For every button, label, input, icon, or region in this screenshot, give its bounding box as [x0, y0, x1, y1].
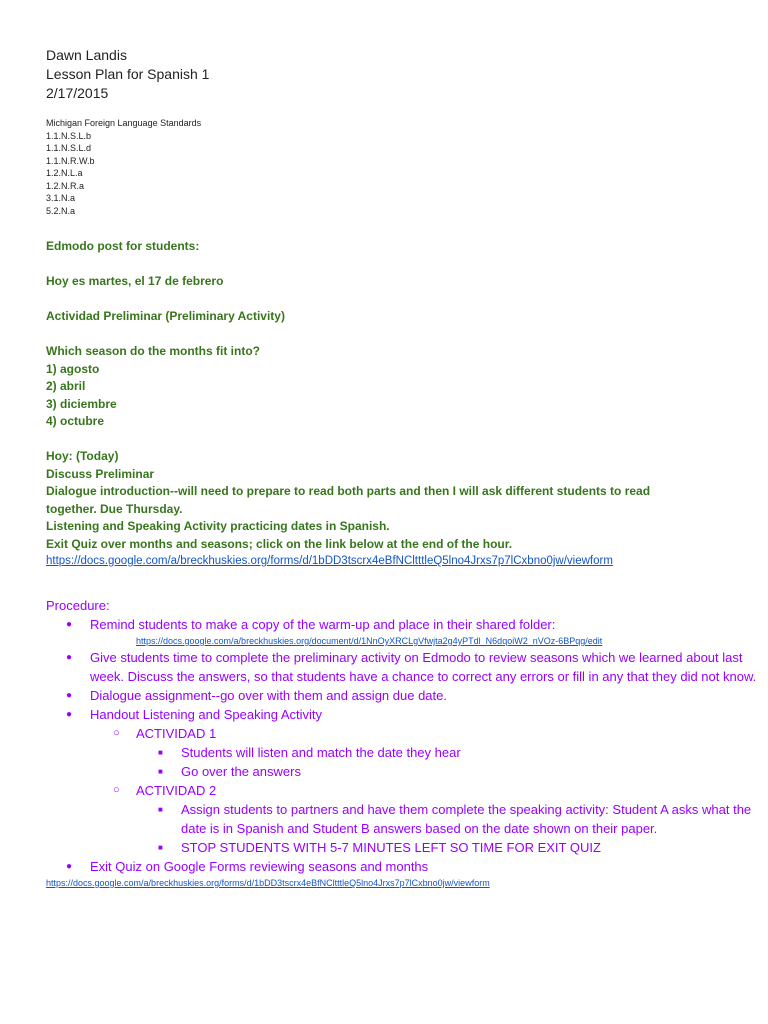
activity-detail-text: Go over the answers	[181, 764, 301, 779]
edmodo-date-line: Hoy es martes, el 17 de febrero	[46, 274, 224, 288]
activity-detail	[46, 800, 768, 838]
activity-detail-text: Assign students to partners and have them complete the speaking activity: Student A asks what the date is in Spanish and Student B answers based on the date shown on their paper.	[181, 802, 752, 836]
square-bullet-icon: ■	[158, 748, 163, 757]
procedure-step-text: Dialogue assignment--go over with them and assign due date.	[90, 688, 447, 703]
month-item: 1) agosto	[46, 361, 100, 376]
square-bullet-icon: ■	[158, 805, 163, 814]
procedure-step-text: Exit Quiz on Google Forms reviewing seasons and months	[90, 859, 429, 874]
activity-title: Actividad Preliminar (Preliminary Activity)	[46, 309, 285, 323]
standard-item: 1.1.N.R.W.b	[46, 155, 95, 166]
circle-bullet-icon: ○	[113, 727, 120, 739]
square-bullet-icon: ■	[158, 767, 163, 776]
activity-detail	[46, 762, 768, 781]
today-item: Listening and Speaking Activity practicing dates in Spanish.	[46, 519, 390, 533]
warmup-document-link[interactable]: https://docs.google.com/a/breckhuskies.org/document/d/1NnOyXRCLgVfwjta2g4yPTdl_N6dqoiW2_nVOz-6BPqg/edit	[136, 636, 603, 646]
activity-label: ACTIVIDAD 2	[136, 783, 217, 798]
procedure-step	[46, 857, 766, 876]
activity-sub-item	[46, 781, 746, 800]
bullet-icon: ●	[66, 690, 73, 701]
procedure-step-text: Remind students to make a copy of the warm-up and place in their shared folder:	[90, 617, 556, 632]
standard-item: 5.2.N.a	[46, 205, 76, 216]
bullet-icon: ●	[66, 709, 73, 720]
procedure-step	[46, 686, 766, 705]
procedure-list	[46, 615, 746, 634]
standard-item: 1.2.N.R.a	[46, 180, 85, 191]
activity-detail-text: STOP STUDENTS WITH 5-7 MINUTES LEFT SO TIME FOR EXIT QUIZ	[181, 840, 601, 855]
standard-item: 1.1.N.S.L.d	[46, 143, 92, 153]
month-item: 4) octubre	[46, 414, 105, 428]
procedure-step	[46, 615, 766, 634]
exit-quiz-form-link[interactable]: https://docs.google.com/a/breckhuskies.org/forms/d/1bDD3tscrx4eBfNCltttleQ5lno4Jrxs7p7lCxbno0jw/viewform	[46, 878, 490, 888]
procedure-heading: Procedure:	[46, 598, 110, 613]
bullet-icon: ●	[66, 652, 73, 663]
activity-detail	[46, 743, 768, 762]
activity-detail	[46, 838, 768, 857]
procedure-step-text: Handout Listening and Speaking Activity	[90, 707, 322, 722]
today-item: Exit Quiz over months and seasons; click on the link below at the end of the hour.	[46, 536, 513, 551]
edmodo-section	[46, 238, 746, 569]
circle-bullet-icon: ○	[113, 784, 120, 796]
procedure-step-text: Give students time to complete the preliminary activity on Edmodo to review seasons which we learned about last week. Discuss the answers, so that students have a chance to correct any errors or fill in any that they did not know.	[90, 650, 757, 684]
exit-quiz-link[interactable]: https://docs.google.com/a/breckhuskies.org/forms/d/1bDD3tscrx4eBfNCltttleQ5lno4Jrxs7p7lCxbno0jw/viewform	[46, 555, 613, 567]
standards-block	[46, 117, 746, 217]
activity-label: ACTIVIDAD 1	[136, 726, 217, 741]
standard-item: 1.1.N.S.L.b	[46, 130, 92, 141]
standards-heading: Michigan Foreign Language Standards	[46, 118, 202, 128]
edmodo-heading: Edmodo post for students:	[46, 239, 200, 253]
today-heading: Hoy: (Today)	[46, 449, 119, 463]
today-item: Discuss Preliminar	[46, 466, 155, 481]
standard-item: 1.2.N.L.a	[46, 168, 83, 178]
standard-item: 3.1.N.a	[46, 193, 76, 203]
author-name: Dawn Landis	[46, 47, 127, 63]
procedure-step	[46, 648, 766, 686]
activity-sub-item	[46, 724, 746, 743]
month-item: 2) abril	[46, 379, 86, 393]
document-header	[46, 46, 746, 103]
lesson-date: 2/17/2015	[46, 85, 109, 101]
today-item: Dialogue introduction--will need to prepare to read both parts and then I will ask different students to read together. Due Thursday.	[46, 484, 651, 516]
procedure-step	[46, 705, 766, 724]
season-question: Which season do the months fit into?	[46, 344, 260, 358]
document-page	[46, 46, 757, 890]
lesson-title: Lesson Plan for Spanish 1	[46, 66, 210, 82]
square-bullet-icon: ■	[158, 843, 163, 852]
activity-detail-text: Students will listen and match the date they hear	[181, 745, 461, 760]
bullet-icon: ●	[66, 619, 73, 630]
bullet-icon: ●	[66, 861, 73, 872]
procedure-list-cont	[46, 648, 757, 876]
month-item: 3) diciembre	[46, 396, 117, 411]
